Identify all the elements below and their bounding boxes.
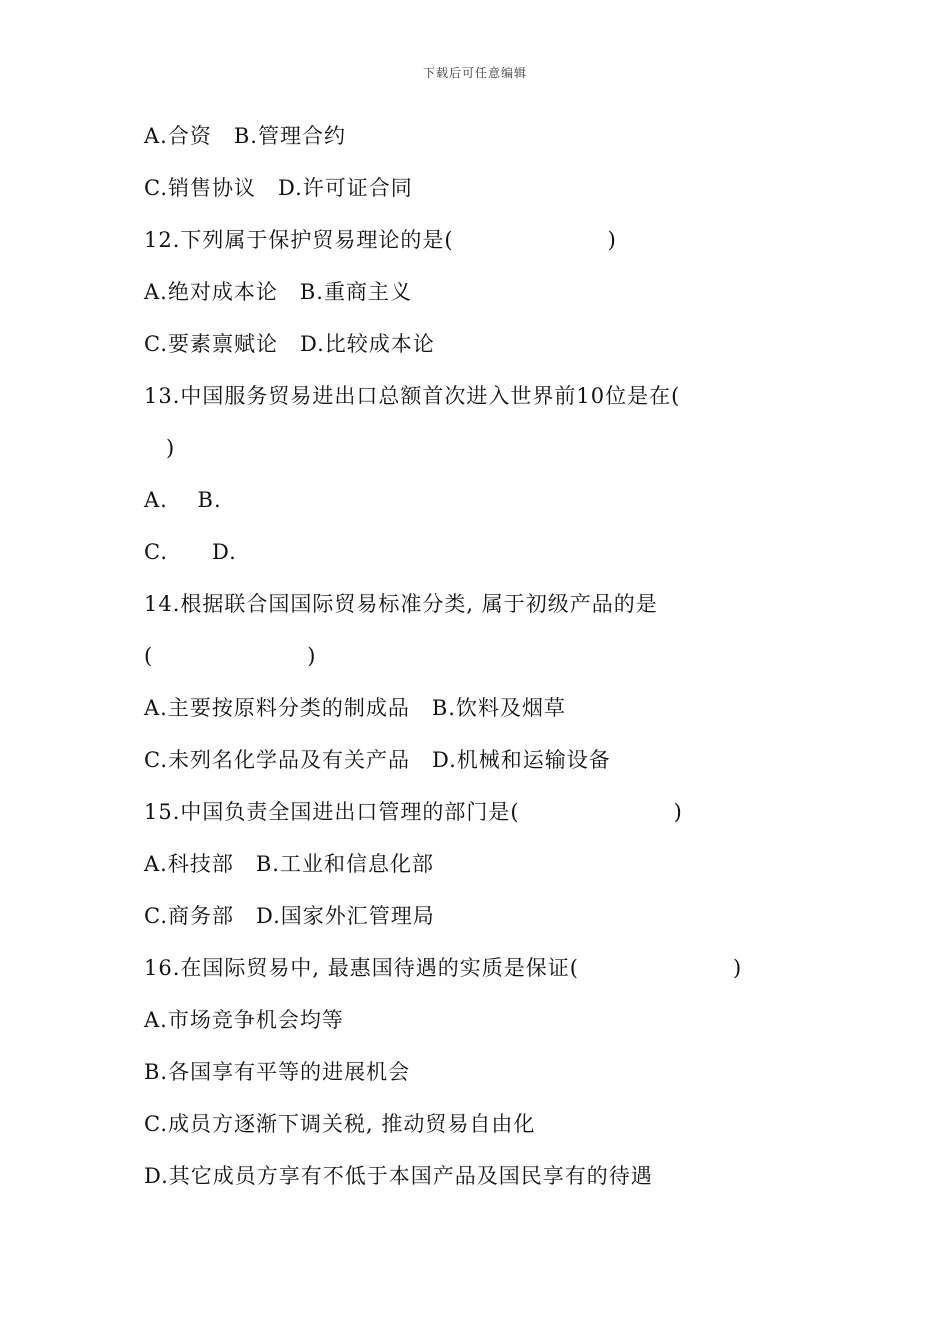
option-16-b: B.各国享有平等的进展机会 <box>144 1060 411 1084</box>
option-line-15-cd: C.商务部 D.国家外汇管理局 <box>144 904 435 928</box>
option-line-12-cd: C.要素禀赋论 D.比较成本论 <box>144 332 435 356</box>
question-14-continued: ( ) <box>144 644 317 668</box>
option-line-14-cd: C.未列名化学品及有关产品 D.机械和运输设备 <box>144 748 611 772</box>
option-line-14-ab: A.主要按原料分类的制成品 B.饮料及烟草 <box>144 696 566 720</box>
question-13-continued: ) <box>144 436 176 460</box>
option-line-12-ab: A.绝对成本论 B.重商主义 <box>144 280 412 304</box>
option-line-13-ab: A. B. <box>144 488 222 512</box>
question-16: 16.在国际贸易中, 最惠国待遇的实质是保证( ) <box>144 956 743 980</box>
question-15: 15.中国负责全国进出口管理的部门是( ) <box>144 800 683 824</box>
question-12: 12.下列属于保护贸易理论的是( ) <box>144 228 617 252</box>
question-13: 13.中国服务贸易进出口总额首次进入世界前10位是在( <box>144 384 681 408</box>
option-line-13-cd: C. D. <box>144 540 237 564</box>
option-line-15-ab: A.科技部 B.工业和信息化部 <box>144 852 434 876</box>
option-line-11-cd: C.销售协议 D.许可证合同 <box>144 176 413 200</box>
option-16-c: C.成员方逐渐下调关税, 推动贸易自由化 <box>144 1112 536 1136</box>
question-14: 14.根据联合国国际贸易标准分类, 属于初级产品的是 <box>144 592 658 616</box>
option-16-d: D.其它成员方享有不低于本国产品及国民享有的待遇 <box>144 1164 653 1188</box>
page-header: 下载后可任意编辑 <box>422 66 527 80</box>
option-16-a: A.市场竞争机会均等 <box>144 1008 344 1032</box>
option-line-11-ab: A.合资 B.管理合约 <box>144 124 346 148</box>
